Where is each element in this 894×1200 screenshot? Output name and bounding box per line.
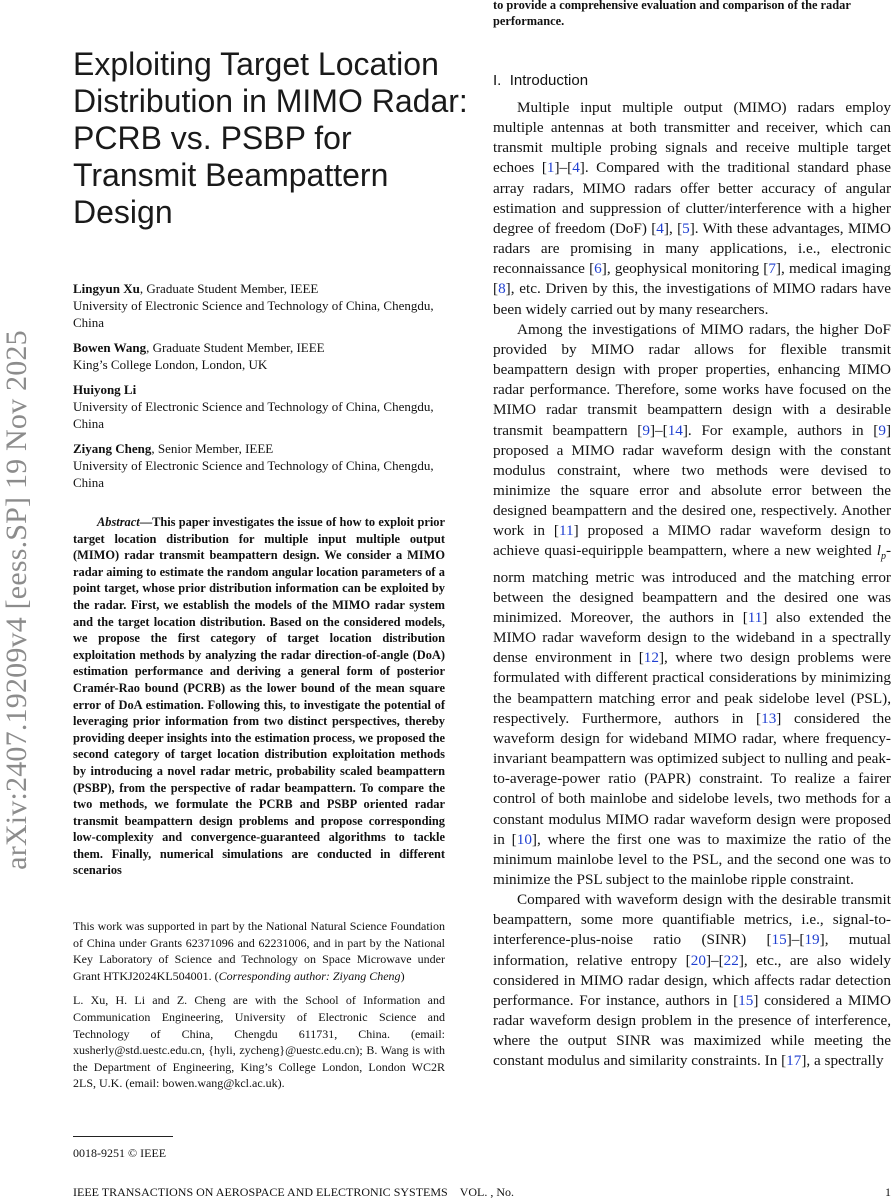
body-text: ], geophysical monitoring [	[601, 260, 769, 278]
author-affiliation: University of Electronic Science and Technology of China, Chengdu, China	[73, 399, 434, 431]
author-name: Bowen Wang	[73, 340, 147, 355]
body-text: ] considered a MIMO radar waveform design problem in the presence of interference, where the output SINR was maximized while meeting the constant modulus and similarity constraints. In [	[493, 991, 891, 1070]
funding-end: )	[400, 968, 405, 983]
author-role: , Graduate Student Member, IEEE	[139, 281, 319, 296]
author-name: Huiyong Li	[73, 382, 137, 397]
citation-link[interactable]: 6	[594, 260, 602, 278]
body-paragraph	[493, 320, 891, 890]
citation-link[interactable]: 1	[546, 159, 555, 177]
body-text: Multiple input multiple output (MIMO) radars employ multiple antennas at both transmitter and receiver, which can transmit multiple probing signals and receive multiple target echoes [	[493, 99, 891, 177]
citation-link[interactable]: 4	[572, 159, 580, 177]
author-block	[73, 381, 465, 432]
body-paragraph	[493, 98, 891, 320]
author-name: Lingyun Xu	[73, 281, 140, 296]
body-paragraph	[493, 890, 891, 1071]
body-text: ]–[	[705, 951, 724, 969]
funding-note	[73, 918, 445, 984]
citation-link[interactable]: 17	[786, 1052, 802, 1070]
citation-link[interactable]: 14	[667, 421, 683, 439]
author-affiliation: University of Electronic Science and Technology of China, Chengdu, China	[73, 458, 434, 490]
citation-link[interactable]: 15	[738, 991, 754, 1009]
author-role: , Graduate Student Member, IEEE	[146, 340, 325, 355]
citation-link[interactable]: 19	[804, 931, 820, 949]
arxiv-stamp	[2, 290, 32, 910]
body-text: ], etc., are also widely considered in MIMO radar design, which affects radar detection performance. For instance, authors in [	[493, 951, 892, 1009]
abstract-dash: —	[139, 515, 153, 529]
citation-link[interactable]: 11	[558, 522, 574, 540]
author-block	[73, 440, 465, 491]
body-text: ], where two design problems were formulated with different practical considerations by minimizing the beampattern matching error and peak sidelobe level (PSL), respectively. Furthermore, authors in [	[493, 649, 891, 727]
body-text: ], etc. Driven by this, the investigations of MIMO radars have been widely carried out by many researchers.	[493, 280, 891, 318]
citation-link[interactable]: 13	[761, 709, 777, 727]
funding-text: This work was supported in part by the National Natural Science Foundation of China under Grants 62371096 and 62231006, and in part by the National Key Laboratory of Science and Technology on Space Microwave under Grant HTKJ2024KL504001. (	[73, 919, 445, 983]
body-text: ]–[	[649, 421, 668, 439]
section-title: Introduction	[509, 72, 589, 89]
citation-link[interactable]: 12	[643, 649, 659, 667]
author-affiliation: University of Electronic Science and Technology of China, Chengdu, China	[73, 298, 434, 330]
body-text: ], medical imaging [	[493, 260, 891, 298]
body-text: ] proposed a MIMO radar waveform design to achieve quasi-equiripple beampattern, where a new weighted	[493, 522, 891, 560]
affiliation-note: L. Xu, H. Li and Z. Cheng are with the School of Information and Communication Engineering, University of Electronic Science and Technology of China, Chengdu 611731, China. (email: xusherly@std.uestc.edu.cn, {hyli, zycheng}@uestc.edu.cn); B. Wang is with the Department of Engineering, King’s College London, London WC2R 2LS, U.K. (email: bowen.wang@kcl.ac.uk).	[73, 993, 445, 1091]
arxiv-id: arXiv:2407.19209v4 [eess.SP] 19 Nov 2025	[0, 330, 34, 870]
abstract-label: Abstract	[97, 515, 140, 529]
author-list	[73, 280, 465, 499]
author-role: , Senior Member, IEEE	[151, 441, 274, 456]
author-affiliation: King’s College London, London, UK	[73, 357, 268, 372]
section-heading	[493, 71, 588, 91]
footnote-divider	[73, 1136, 173, 1137]
body-text: ]. For example, authors in [	[682, 421, 879, 439]
citation-link[interactable]: 4	[656, 219, 664, 237]
math-symbol	[876, 542, 886, 563]
body-text: ], a spectrally	[801, 1052, 884, 1070]
body-text: ] considered the waveform design for wideband MIMO radar, where frequency-invariant beampattern was optimized subject to nulling and peak-to-average-power ratio (PAPR) constraint. To realize a fairer control of both mainlobe and sidelobe levels, two methods for a constant modulus MIMO radar waveform design were proposed in [	[493, 709, 891, 848]
body-text: ]. Compared with the traditional standard phase array radars, MIMO radars offer better accuracy of angular estimation and suppression of clutter/interference with a higher degree of freedom (DoF) [	[493, 159, 891, 237]
footnotes	[73, 918, 445, 1100]
citation-link[interactable]: 9	[642, 421, 650, 439]
citation-link[interactable]: 22	[723, 951, 739, 969]
citation-link[interactable]: 5	[682, 219, 690, 237]
abstract	[73, 514, 445, 879]
abstract-continuation: to provide a comprehensive evaluation and comparison of the radar performance.	[493, 0, 851, 28]
journal-name: IEEE TRANSACTIONS ON AEROSPACE AND ELECTRONIC SYSTEMS	[73, 1185, 448, 1199]
abstract-text: This paper investigates the issue of how to exploit prior target location distribution for multiple input multiple output (MIMO) radar transmit beampattern design. We consider a MIMO radar aiming to estimate the random angular location parameters of a point target, whose prior distribution information can be exploited by the radar. First, we establish the models of the MIMO radar system and the target location distribution. Based on the considered models, we propose the first category of target location distribution exploitation methods by analyzing the radar direction-of-angle (DoA) estimation performance and deriving a general form of posterior Cramér-Rao bound (PCRB) as the lower bound of the mean square error of DoA estimation. Following this, to investigate the potential of leveraging prior information from two distinct perspectives, thereby providing deeper insights into the estimation process, we proposed the second category of target location distribution exploitation methods by introducing a novel radar metric, probability scaled beampattern (PSBP), from the perspective of radar beampattern. To compare the two methods, we formulate the PCRB and PSBP oriented radar transmit beampattern design problems and propose corresponding low-complexity and convergence-guaranteed algorithms to tackle them. Finally, numerical simulations are conducted in different scenarios	[73, 515, 445, 878]
body-text: ]–[	[786, 931, 805, 949]
copyright-line: 0018-9251 © IEEE	[73, 1146, 167, 1160]
body-text: ], [	[663, 219, 683, 237]
journal-volume: VOL. , No.	[459, 1185, 515, 1199]
introduction-body	[493, 98, 891, 1072]
body-text: -norm matching metric was introduced and the matching error between the designed beampattern and the desired one was minimized. Moreover, the authors in [	[493, 542, 891, 626]
body-text: Compared with waveform design with the desirable transmit beampattern, some more quantifiable metrics, i.e., signal-to-interference-plus-noise ratio (SINR) [	[493, 891, 891, 949]
body-text: ]–[	[554, 159, 573, 177]
paper-title: Exploiting Target Location Distribution in MIMO Radar: PCRB vs. PSBP for Transmit Beampattern Design	[73, 46, 468, 230]
body-text: ], where the first one was to maximize the ratio of the minimum mainlobe level to the PSL, and the second one was to minimize the PSL subject to the mainlobe ripple constraint.	[493, 830, 891, 888]
math-subscript: p	[880, 551, 886, 563]
body-text: Among the investigations of MIMO radars, the higher DoF provided by MIMO radar allows for flexible transmit beampattern design with proper properties, enhancing MIMO radar performance. Therefore, some works have focused on the MIMO radar transmit beampattern design with a desirable transmit beampattern [	[493, 320, 891, 439]
author-block	[73, 280, 465, 331]
corresponding-author: Corresponding author: Ziyang Cheng	[218, 968, 401, 983]
citation-link[interactable]: 9	[878, 421, 886, 439]
citation-link[interactable]: 10	[516, 830, 532, 848]
page-number: 1	[885, 1185, 891, 1199]
body-text: ]. With these advantages, MIMO radars are promising in many applications, i.e., electronic reconnaissance [	[493, 219, 891, 278]
author-name: Ziyang Cheng	[73, 441, 152, 456]
citation-link[interactable]: 7	[768, 260, 776, 278]
body-text: ] also extended the MIMO radar waveform design to the wideband in a spectrally dense environment in [	[493, 608, 891, 667]
author-block	[73, 339, 465, 373]
citation-link[interactable]: 11	[747, 608, 763, 626]
math-var: l	[876, 542, 881, 560]
body-text: ] proposed a MIMO radar waveform design with the constant modulus constraint, where two methods were devised to minimize the square error and absolute error between the designed beampattern and the desired one, respectively. Another work in [	[493, 421, 891, 540]
citation-link[interactable]: 8	[498, 280, 506, 298]
page-footer	[73, 1185, 891, 1200]
citation-link[interactable]: 20	[690, 951, 706, 969]
section-number: I.	[493, 72, 502, 89]
body-text: ], mutual information, relative entropy [	[493, 931, 891, 969]
citation-link[interactable]: 15	[771, 931, 787, 949]
